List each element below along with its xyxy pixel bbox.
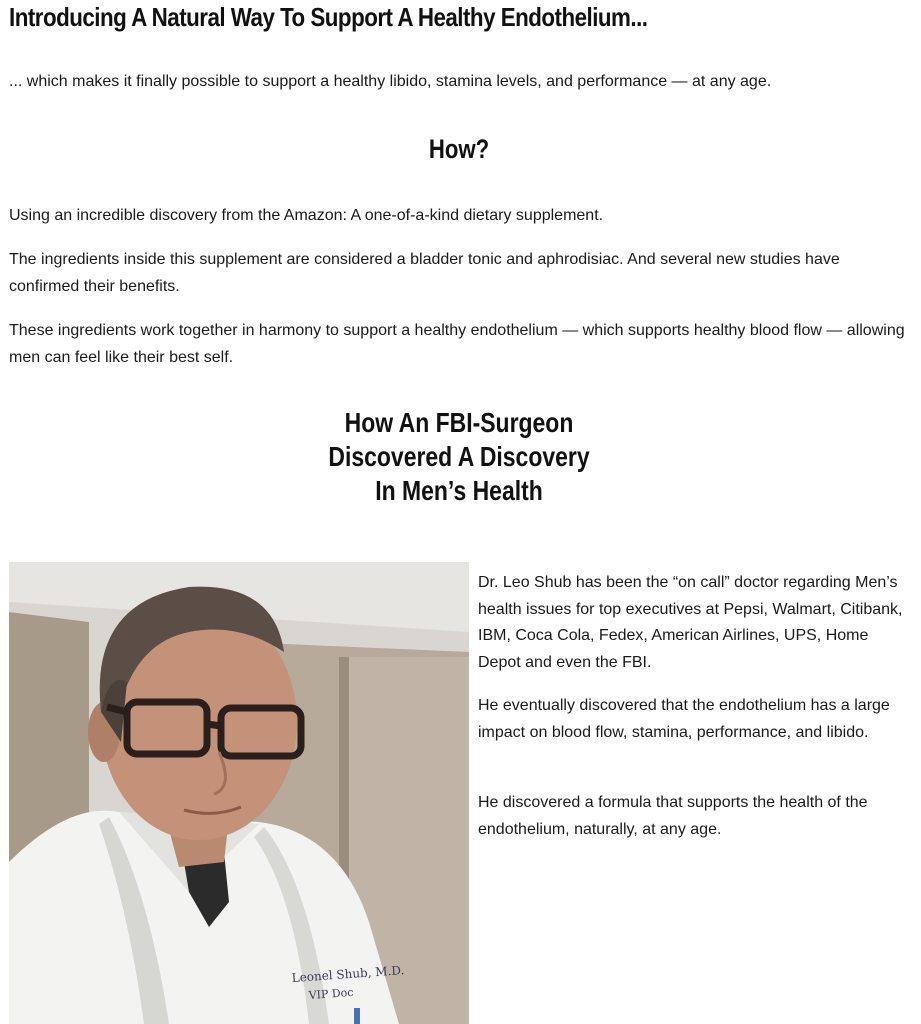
doctor-portrait-illustration [9,562,469,1024]
fbi-heading-line-1: How An FBI-Surgeon [344,407,574,438]
main-headline: Introducing A Natural Way To Support A Healthy Endothelium... [9,2,648,32]
story-paragraph-3: He discovered a formula that supports the health of the endothelium, naturally, at any age. [478,794,868,838]
fbi-heading-line-2: Discovered A Discovery [328,441,590,472]
coat-embroidery-title: VIP Doc [308,985,354,1002]
intro-paragraph-2: The ingredients inside this supplement are considered a bladder tonic and aphrodisiac. And several new studies have confirmed their benefits. [9,251,840,295]
subheadline: ... which makes it finally possible to support a healthy libido, stamina levels, and performance — at any age. [9,73,772,90]
story-paragraph-1: Dr. Leo Shub has been the “on call” doctor regarding Men’s health issues for top executives at Pepsi, Walmart, Citibank, IBM, Coca Cola, Fedex, American Airlines, UPS, Home Depot and even the FBI. [478,574,903,671]
intro-paragraph-3: These ingredients work together in harmony to support a healthy endothelium — which supports healthy blood flow — allowing men can feel like their best self. [9,322,905,366]
story-paragraph-2: He eventually discovered that the endothelium has a large impact on blood flow, stamina, performance, and libido. [478,697,890,741]
intro-paragraph-1: Using an incredible discovery from the Amazon: A one-of-a-kind dietary supplement. [9,207,604,224]
fbi-surgeon-heading [83,406,836,508]
fbi-heading-line-3: In Men’s Health [375,475,543,506]
doctor-photo [9,562,469,1024]
how-heading: How? [428,134,490,164]
coat-embroidery-name: Leonel Shub, M.D. [291,963,405,985]
